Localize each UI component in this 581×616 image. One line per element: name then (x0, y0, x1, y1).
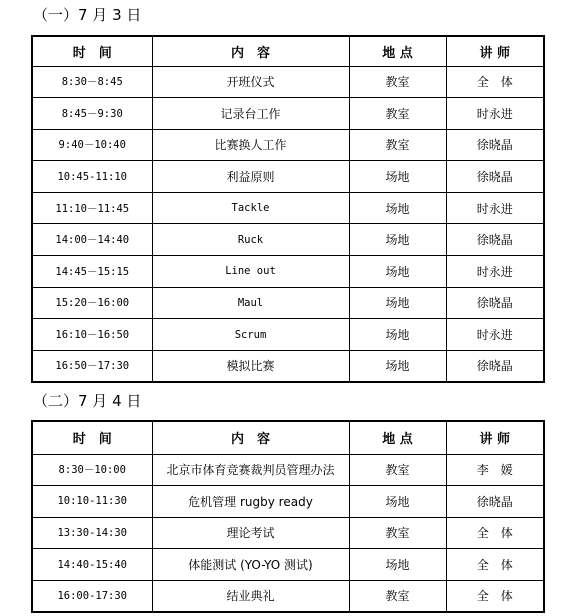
header-teacher: 讲 师 (446, 421, 544, 454)
header-teacher: 讲 师 (446, 36, 544, 66)
content-cell: 模拟比赛 (152, 350, 349, 382)
time-cell: 10:45-11:10 (32, 161, 152, 193)
time-cell: 11:10－11:45 (32, 192, 152, 224)
table-row (32, 287, 544, 319)
header-time: 时 间 (32, 421, 152, 454)
place-cell: 场地 (349, 350, 446, 382)
place-cell: 教室 (349, 98, 446, 130)
content-cell: Ruck (152, 224, 349, 256)
table-row (32, 224, 544, 256)
time-cell: 8:45－9:30 (32, 98, 152, 130)
time-cell: 9:40－10:40 (32, 129, 152, 161)
table-row (32, 161, 544, 193)
table-row (32, 256, 544, 288)
content-cell: Maul (152, 287, 349, 319)
teacher-cell: 徐晓晶 (446, 224, 544, 256)
place-cell: 场地 (349, 549, 446, 581)
content-cell: 体能测试 (YO-YO 测试) (152, 549, 349, 581)
day2-title: （二）7 月 4 日 (33, 392, 142, 410)
table-row (32, 549, 544, 581)
time-cell: 16:50－17:30 (32, 350, 152, 382)
teacher-cell: 徐晓晶 (446, 129, 544, 161)
content-cell: 北京市体育竞赛裁判员管理办法 (152, 454, 349, 486)
header-place: 地 点 (349, 421, 446, 454)
time-cell: 10:10-11:30 (32, 486, 152, 518)
teacher-cell: 时永进 (446, 98, 544, 130)
header-place: 地 点 (349, 36, 446, 66)
table-row (32, 66, 544, 98)
teacher-cell: 全 体 (446, 517, 544, 549)
day1-schedule-table (31, 35, 545, 383)
header-content: 内 容 (152, 421, 349, 454)
table-row (32, 486, 544, 518)
place-cell: 教室 (349, 517, 446, 549)
table-row (32, 580, 544, 612)
teacher-cell: 时永进 (446, 319, 544, 351)
time-cell: 16:10－16:50 (32, 319, 152, 351)
teacher-cell: 徐晓晶 (446, 350, 544, 382)
place-cell: 教室 (349, 580, 446, 612)
table-row (32, 319, 544, 351)
time-cell: 14:00－14:40 (32, 224, 152, 256)
time-cell: 16:00-17:30 (32, 580, 152, 612)
content-cell: Scrum (152, 319, 349, 351)
place-cell: 场地 (349, 256, 446, 288)
content-cell: 比赛换人工作 (152, 129, 349, 161)
table-header-row (32, 36, 544, 66)
content-cell: Line out (152, 256, 349, 288)
place-cell: 教室 (349, 454, 446, 486)
table-row (32, 129, 544, 161)
teacher-cell: 李 媛 (446, 454, 544, 486)
time-cell: 14:45－15:15 (32, 256, 152, 288)
time-cell: 15:20－16:00 (32, 287, 152, 319)
place-cell: 教室 (349, 129, 446, 161)
table-row (32, 454, 544, 486)
place-cell: 场地 (349, 319, 446, 351)
content-cell: Tackle (152, 192, 349, 224)
place-cell: 场地 (349, 224, 446, 256)
content-cell: 利益原则 (152, 161, 349, 193)
day1-title: （一）7 月 3 日 (33, 6, 142, 24)
content-cell: 开班仪式 (152, 66, 349, 98)
teacher-cell: 全 体 (446, 66, 544, 98)
header-content: 内 容 (152, 36, 349, 66)
teacher-cell: 徐晓晶 (446, 161, 544, 193)
table-row (32, 98, 544, 130)
place-cell: 场地 (349, 192, 446, 224)
table-row (32, 192, 544, 224)
place-cell: 教室 (349, 66, 446, 98)
time-cell: 8:30－10:00 (32, 454, 152, 486)
place-cell: 场地 (349, 287, 446, 319)
teacher-cell: 时永进 (446, 192, 544, 224)
header-time: 时 间 (32, 36, 152, 66)
teacher-cell: 全 体 (446, 580, 544, 612)
table-row (32, 350, 544, 382)
time-cell: 14:40-15:40 (32, 549, 152, 581)
content-cell: 危机管理 rugby ready (152, 486, 349, 518)
teacher-cell: 全 体 (446, 549, 544, 581)
content-cell: 记录台工作 (152, 98, 349, 130)
time-cell: 13:30-14:30 (32, 517, 152, 549)
table-row (32, 517, 544, 549)
table-header-row (32, 421, 544, 454)
place-cell: 场地 (349, 161, 446, 193)
teacher-cell: 徐晓晶 (446, 287, 544, 319)
time-cell: 8:30－8:45 (32, 66, 152, 98)
teacher-cell: 时永进 (446, 256, 544, 288)
teacher-cell: 徐晓晶 (446, 486, 544, 518)
content-cell: 结业典礼 (152, 580, 349, 612)
place-cell: 场地 (349, 486, 446, 518)
day2-schedule-table (31, 420, 545, 613)
content-cell: 理论考试 (152, 517, 349, 549)
